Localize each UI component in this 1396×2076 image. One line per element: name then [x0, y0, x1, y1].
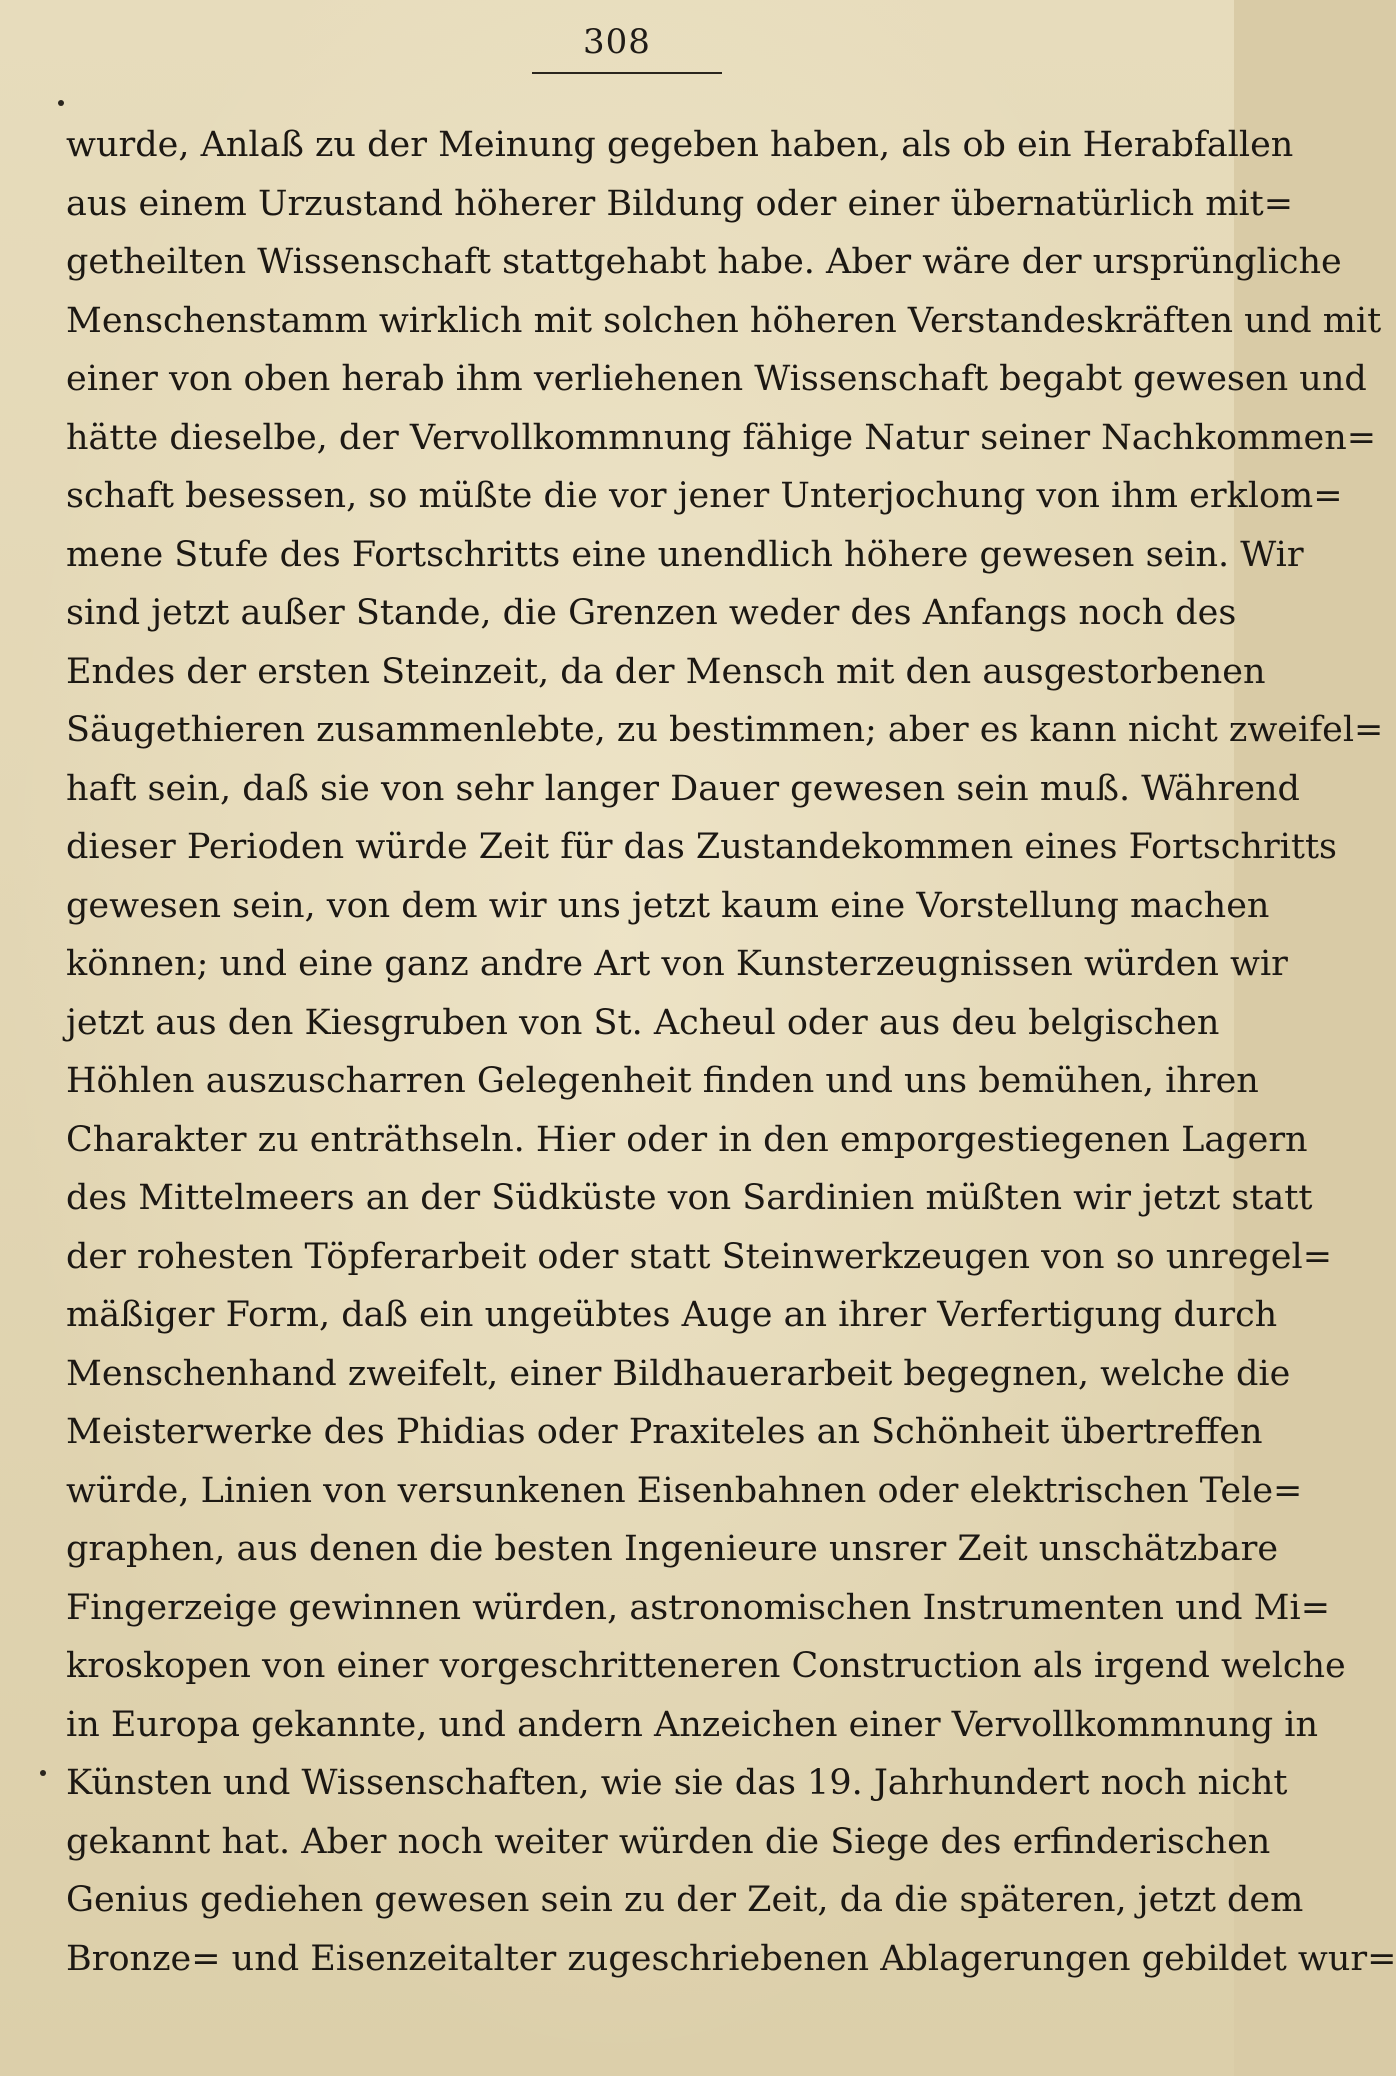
text-line: graphen, aus denen die besten Ingenieure unsrer Zeit unschätzbare: [66, 1529, 1279, 1569]
text-line: können; und eine ganz andre Art von Kunsterzeugnissen würden wir: [66, 944, 1288, 984]
text-line: einer von oben herab ihm verliehenen Wissenschaft begabt gewesen und: [66, 359, 1367, 399]
text-line: getheilten Wissenschaft stattgehabt habe. Aber wäre der ursprüngliche: [66, 242, 1342, 282]
text-line: sind jetzt außer Stande, die Grenzen weder des Anfangs noch des: [66, 593, 1237, 633]
text-line: Künsten und Wissenschaften, wie sie das 19. Jahrhundert noch nicht: [66, 1763, 1288, 1803]
text-line: mäßiger Form, daß ein ungeübtes Auge an ihrer Verfertigung durch: [66, 1295, 1278, 1335]
print-speck: [40, 1770, 46, 1776]
text-line: mene Stufe des Fortschritts eine unendlich höhere gewesen sein. Wir: [66, 534, 1304, 575]
text-line: gekannt hat. Aber noch weiter würden die Siege des erfinderischen: [66, 1821, 1271, 1862]
text-line: würde, Linien von versunkenen Eisenbahnen oder elektrischen Tele=: [66, 1470, 1303, 1511]
text-line: Charakter zu enträthseln. Hier oder in den emporgestiegenen Lagern: [66, 1119, 1308, 1160]
text-line: der rohesten Töpferarbeit oder statt Steinwerkzeugen von so unregel=: [66, 1236, 1333, 1277]
text-line: Säugethieren zusammenlebte, zu bestimmen; aber es kann nicht zweifel=: [66, 710, 1384, 750]
text-line: wurde, Anlaß zu der Meinung gegeben haben, als ob ein Herabfallen: [66, 125, 1294, 165]
text-line: haft sein, daß sie von sehr langer Dauer gewesen sein muß. Während: [66, 768, 1300, 809]
print-speck: [58, 100, 64, 106]
text-line: Endes der ersten Steinzeit, da der Mensch mit den ausgestorbenen: [66, 651, 1266, 692]
text-line: Menschenstamm wirklich mit solchen höheren Verstandeskräften und mit: [66, 300, 1382, 341]
text-line: des Mittelmeers an der Südküste von Sardinien müßten wir jetzt statt: [66, 1178, 1313, 1218]
text-line: schaft besessen, so müßte die vor jener Unterjochung von ihm erklom=: [66, 476, 1343, 516]
text-line: in Europa gekannte, und andern Anzeichen einer Vervollkommnung in: [66, 1704, 1318, 1745]
header-rule: [532, 72, 722, 74]
text-line: Höhlen auszuscharren Gelegenheit finden und uns bemühen, ihren: [66, 1061, 1259, 1101]
text-line: Genius gediehen gewesen sein zu der Zeit, da die späteren, jetzt dem: [66, 1880, 1304, 1920]
text-line: aus einem Urzustand höherer Bildung oder einer übernatürlich mit=: [66, 183, 1294, 224]
text-line: Meisterwerke des Phidias oder Praxiteles an Schönheit übertreffen: [66, 1412, 1263, 1452]
text-line: jetzt aus den Kiesgruben von St. Acheul oder aus deu belgischen: [66, 1002, 1220, 1043]
text-line: gewesen sein, von dem wir uns jetzt kaum eine Vorstellung machen: [66, 885, 1270, 926]
text-line: Bronze= und Eisenzeitalter zugeschriebenen Ablagerungen gebildet wur=: [66, 1938, 1396, 1979]
page-number: 308: [583, 22, 651, 62]
text-line: hätte dieselbe, der Vervollkommnung fähige Natur seiner Nachkommen=: [66, 417, 1377, 458]
text-line: Menschenhand zweifelt, einer Bildhauerarbeit begegnen, welche die: [66, 1353, 1291, 1394]
text-line: dieser Perioden würde Zeit für das Zustandekommen eines Fortschritts: [66, 827, 1337, 867]
text-line: Fingerzeige gewinnen würden, astronomischen Instrumenten und Mi=: [66, 1587, 1331, 1628]
text-line: kroskopen von einer vorgeschritteneren Construction als irgend welche: [66, 1646, 1346, 1686]
body-text: [66, 116, 1396, 1988]
